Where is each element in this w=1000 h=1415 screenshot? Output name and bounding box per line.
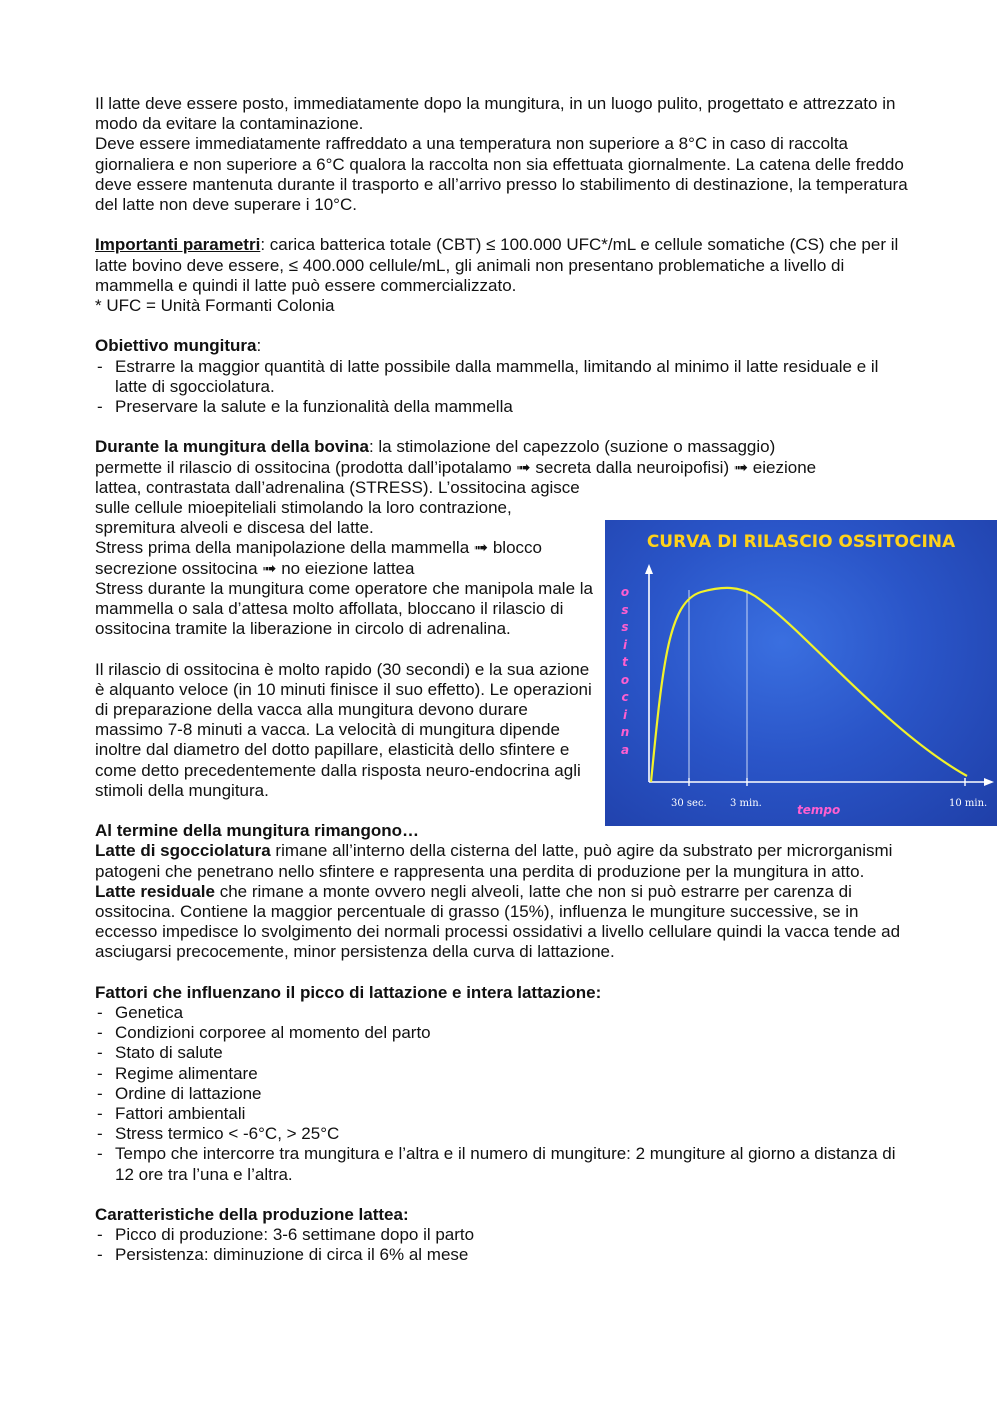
list-item: - Stato di salute <box>95 1043 915 1063</box>
durante-heading: Durante la mungitura della bovina <box>95 437 369 457</box>
obiettivo-heading: Obiettivo mungitura <box>95 336 257 356</box>
durante-wrapped-text <box>95 478 595 801</box>
intro-paragraph-1: Il latte deve essere posto, immediatamente dopo la mungitura, in un luogo pulito, progettato e attrezzato in modo da evitare la contaminazione. <box>95 94 896 134</box>
list-item: - Fattori ambientali <box>95 1104 915 1124</box>
caratteristiche-list <box>95 1225 915 1265</box>
durante-wrap: lattea, contrastata dall’adrenalina (STRESS). L’ossitocina agisce sulle cellule mioepiteliali stimolando la loro contrazione, spremitura alveoli e discesa del latte. <box>95 477 580 538</box>
parametri-text: : carica batterica totale (CBT) ≤ 100.000 UFC*/mL e cellule somatiche (CS) che per il latte bovino deve essere, ≤ 400.000 cellule/mL, gli animali non presentano problematiche a livello di mammella e quindi il latte può essere commercializzato. <box>95 235 899 295</box>
list-item: - Condizioni corporee al momento del parto <box>95 1023 915 1043</box>
list-item: - Ordine di lattazione <box>95 1084 915 1104</box>
ufc-note: * UFC = Unità Formanti Colonia <box>95 296 335 316</box>
termine-heading: Al termine della mungitura rimangono… <box>95 821 419 841</box>
sgocciolatura-paragraph: Latte di sgocciolatura rimane all’interno della cisterna del latte, può agire da substrato per microrganismi patogeni che penetrano nello sfintere e rappresenta una perdita di produzione per la mungitura in atto. <box>95 841 893 881</box>
x-axis-arrow <box>984 778 994 786</box>
tick-label-10min: 10 min. <box>949 798 988 809</box>
list-item: - Stress termico < -6°C, > 25°C <box>95 1124 915 1144</box>
list-item: - Preservare la salute e la funzionalità della mammella <box>95 397 915 417</box>
stress-during: Stress durante la mungitura come operatore che manipola male la mammella o sala d’attesa molto affollata, bloccano il rilascio di ossitocina tramite la liberazione in circolo di adrenalina. <box>95 578 593 639</box>
list-item: - Tempo che intercorre tra mungitura e l’altra e il numero di mungiture: 2 mungiture al giorno a distanza di 12 ore tra l’una e l’altra. <box>95 1144 915 1184</box>
stress-before: Stress prima della manipolazione della mammella ➟ blocco secrezione ossitocina ➟ no eiezione lattea <box>95 538 542 578</box>
x-axis-label: tempo <box>797 803 841 817</box>
parametri-heading: Importanti parametri <box>95 235 261 255</box>
tick-label-30sec: 30 sec. <box>671 798 707 809</box>
rilascio-paragraph: Il rilascio di ossitocina è molto rapido (30 secondi) e la sua azione è alquanto veloce (in 10 minuti finisce il suo effetto). Le operazioni di preparazione della vacca alla mungitura devono durare massimo 7-8 minuti a vacca. La velocità di mungitura dipende inoltre dal diametro del dotto papillare, elasticità dello sfintere e come detto precedentemente dalla risposta neuro-endocrina agli stimoli della mungitura. <box>95 659 592 800</box>
obiettivo-list <box>95 357 915 418</box>
ossitocina-curve-graphic <box>605 520 997 826</box>
y-axis-arrow <box>645 564 653 574</box>
list-item: - Picco di produzione: 3-6 settimane dopo il parto <box>95 1225 915 1245</box>
caratteristiche-heading: Caratteristiche della produzione lattea: <box>95 1205 409 1225</box>
obiettivo-heading-line: Obiettivo mungitura: <box>95 336 262 356</box>
list-item: - Genetica <box>95 1003 915 1023</box>
durante-line-1: Durante la mungitura della bovina: la stimolazione del capezzolo (suzione o massaggio) <box>95 437 776 457</box>
residuale-paragraph: Latte residuale che rimane a monte ovvero negli alveoli, latte che non si può estrarre per carenza di ossitocina. Contiene la maggior percentuale di grasso (15%), influenza le mungiture successive, se in eccesso impedisce lo svolgimento dei normali processi ossidativi a livello cellulare quindi la vacca tende ad asciugarsi precocemente, minor persistenza della curva di lattazione. <box>95 881 901 962</box>
intro-paragraph-2: Deve essere immediatamente raffreddato a una temperatura non superiore a 8°C in caso di raccolta giornaliera e non superiore a 6°C qualora la raccolta non sia effettuata giornalmente. La catena delle freddo deve essere mantenuta durante il trasporto e all’arrivo presso lo stabilimento di destinazione, la temperatura del latte non deve superare i 10°C. <box>95 134 908 215</box>
list-item: - Estrarre la maggior quantità di latte possibile dalla mammella, limitando al minimo il latte residuale e il latte di sgocciolatura. <box>95 357 915 397</box>
list-item: - Persistenza: diminuzione di circa il 6% al mese <box>95 1245 915 1265</box>
durante-line-2: permette il rilascio di ossitocina (prodotta dall’ipotalamo ➟ secreta dalla neuroipofisi) ➟ eiezione <box>95 457 817 477</box>
release-curve <box>651 588 967 782</box>
ossitocina-figure <box>605 520 997 826</box>
parametri-paragraph <box>95 235 915 296</box>
tick-label-3min: 3 min. <box>730 798 762 809</box>
y-axis-label: o s s i t o c i n a <box>620 585 630 757</box>
fattori-list <box>95 1003 915 1185</box>
fattori-heading: Fattori che influenzano il picco di lattazione e intera lattazione: <box>95 982 602 1002</box>
figure-title: CURVA DI RILASCIO OSSITOCINA <box>646 532 956 552</box>
list-item: - Regime alimentare <box>95 1064 915 1084</box>
